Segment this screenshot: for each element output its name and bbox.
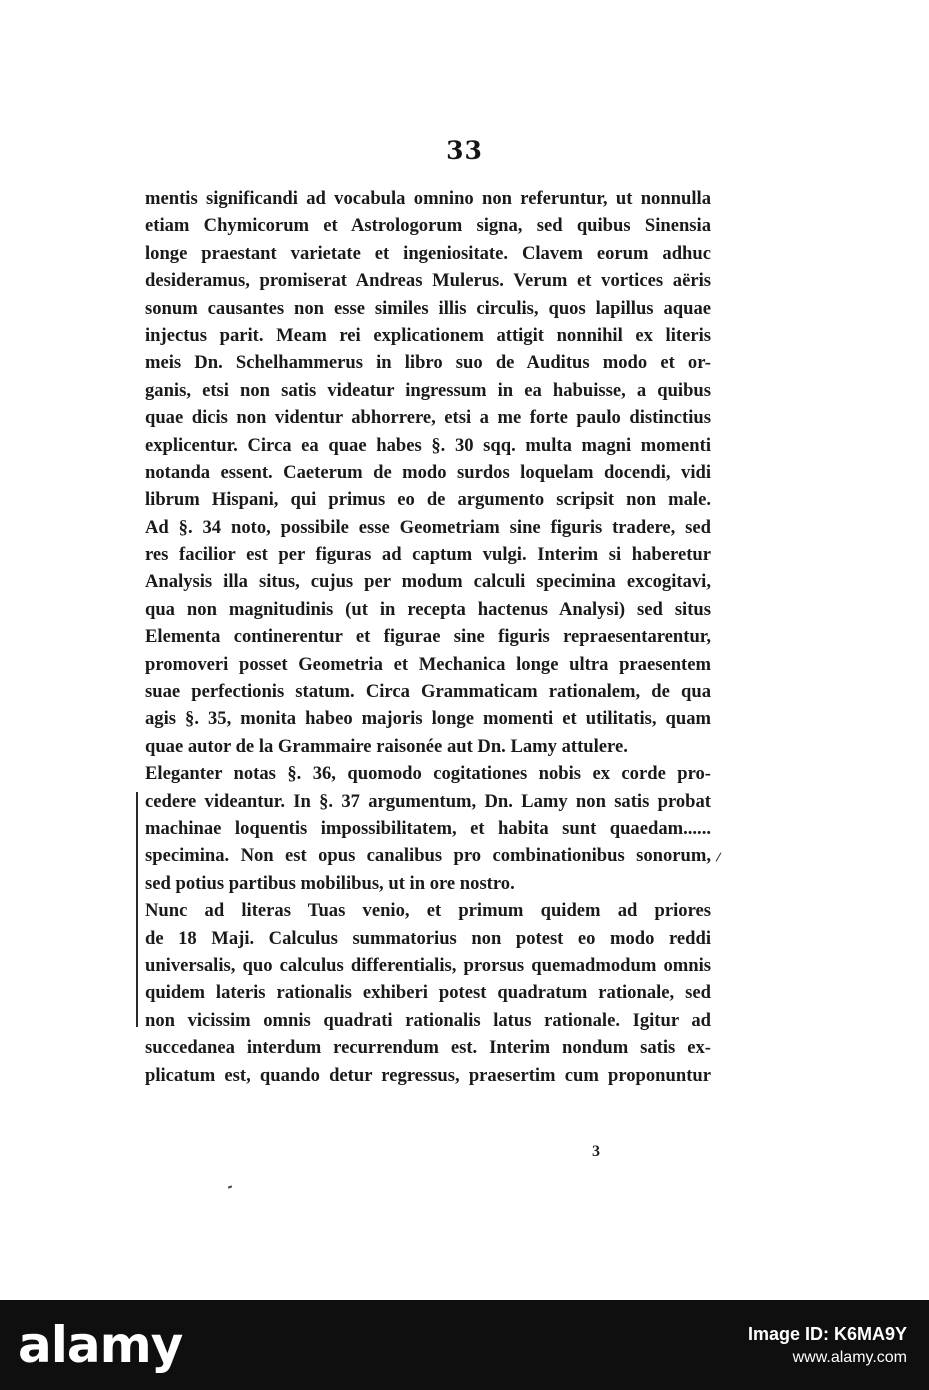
text-line: plicatum est, quando detur regressus, praesertim cum proponuntur: [145, 1064, 711, 1086]
text-line: explicentur. Circa ea quae habes §. 30 sqq. multa magni momenti: [145, 434, 711, 456]
text-line: longe praestant varietate et ingeniositate. Clavem eorum adhuc: [145, 242, 711, 264]
text-line: mentis significandi ad vocabula omnino non referuntur, ut nonnulla: [145, 188, 711, 209]
text-line: cedere videantur. In §. 37 argumentum, Dn. Lamy non satis probat: [145, 790, 711, 812]
text-line: injectus parit. Meam rei explicationem attigit nonnihil ex literis: [145, 324, 711, 346]
text-line: machinae loquentis impossibilitatem, et habita sunt quaedam......: [145, 817, 711, 839]
margin-mark: [136, 792, 138, 1027]
body-text: [145, 185, 711, 1089]
text-line: res facilior est per figuras ad captum vulgi. Interim si haberetur: [145, 544, 711, 566]
text-line: sed potius partibus mobilibus, ut in ore nostro.: [145, 872, 515, 894]
watermark-info: [748, 1322, 907, 1370]
text-line: de 18 Maji. Calculus summatorius non potest eo modo reddi: [145, 927, 711, 949]
text-line: meis Dn. Schelhammerus in libro suo de Auditus modo et or-: [145, 352, 711, 374]
text-line: universalis, quo calculus differentialis, prorsus quemadmodum omnis: [145, 954, 711, 976]
text-line: agis §. 35, monita habeo majoris longe momenti et utilitatis, quam: [145, 708, 711, 730]
text-line: Ad §. 34 noto, possibile esse Geometriam sine figuris tradere, sed: [145, 516, 711, 538]
text-line: Analysis illa situs, cujus per modum calculi specimina excogitavi,: [145, 571, 711, 593]
watermark-logo: alamy: [18, 1316, 183, 1374]
text-line: ganis, etsi non satis videatur ingressum in ea habuisse, a quibus: [145, 379, 711, 401]
signature-mark: 3: [592, 1143, 600, 1160]
image-id-text: Image ID: K6MA9Y: [747, 1324, 907, 1344]
text-line: specimina. Non est opus canalibus pro combinationibus sonorum,: [145, 845, 711, 867]
text-line: desideramus, promiserat Andreas Mulerus. Verum et vortices aëris: [145, 270, 711, 292]
text-line: Nunc ad literas Tuas venio, et primum quidem ad priores: [145, 900, 711, 922]
text-line: quae autor de la Grammaire raisonée aut Dn. Lamy attulere.: [145, 735, 628, 757]
text-line: etiam Chymicorum et Astrologorum signa, sed quibus Sinensia: [145, 215, 711, 237]
text-line: suae perfectionis statum. Circa Grammaticam rationalem, de qua: [145, 681, 711, 703]
text-line: non vicissim omnis quadrati rationalis latus rationale. Igitur ad: [145, 1009, 711, 1031]
text-line: quae dicis non videntur abhorrere, etsi a me forte paulo distinctius: [145, 407, 711, 429]
text-line: notanda essent. Caeterum de modo surdos loquelam docendi, vidi: [145, 461, 711, 483]
text-line: sonum causantes non esse similes illis circulis, quos lapillus aquae: [145, 297, 711, 319]
stock-url: www.alamy.com: [792, 1349, 907, 1366]
text-line: promoveri posset Geometria et Mechanica longe ultra praesentem: [145, 653, 711, 675]
text-line: Elementa continerentur et figurae sine figuris repraesentarentur,: [145, 626, 711, 648]
text-line: qua non magnitudinis (ut in recepta hactenus Analysi) sed situs: [145, 598, 711, 620]
text-line: Eleganter notas §. 36, quomodo cogitationes nobis ex corde pro-: [145, 763, 711, 785]
scan-speck: [228, 1185, 232, 1188]
text-line: quidem lateris rationalis exhiberi potest quadratum rationale, sed: [145, 982, 711, 1004]
text-line: librum Hispani, qui primus eo de argumento scripsit non male.: [145, 489, 711, 511]
text-line: succedanea interdum recurrendum est. Interim nondum satis ex-: [145, 1037, 711, 1059]
page-number: 33: [446, 136, 483, 165]
margin-tick: [716, 852, 722, 861]
